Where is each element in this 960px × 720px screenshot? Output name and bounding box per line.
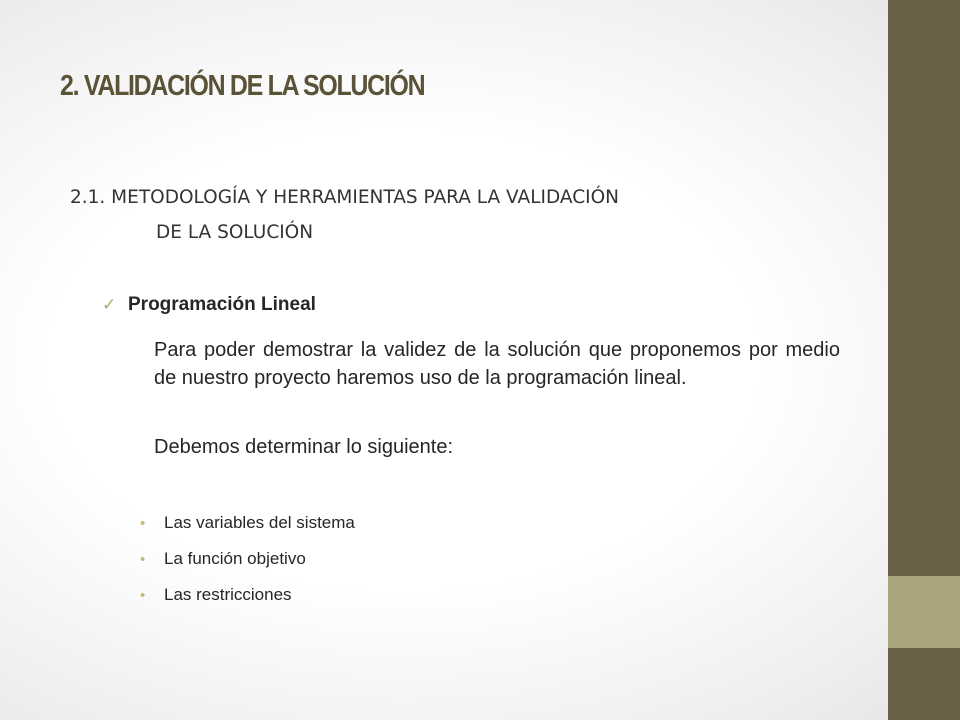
- body-paragraph-2: Debemos determinar lo siguiente:: [154, 436, 454, 458]
- sidebar-decoration-top: [888, 0, 960, 576]
- bullet-dot-icon: •: [140, 550, 146, 568]
- slide-title: 2. VALIDACIÓN DE LA SOLUCIÓN: [60, 70, 425, 102]
- list-item: [140, 548, 355, 570]
- checklist-item: [102, 294, 316, 316]
- list-item-text: La función objetivo: [164, 549, 306, 568]
- sidebar-decoration-middle: [888, 576, 960, 648]
- subtitle-line-2: DE LA SOLUCIÓN: [156, 222, 314, 243]
- body-paragraph: Para poder demostrar la validez de la solución que proponemos por medio de nuestro proyecto haremos uso de la programación lineal.: [154, 339, 840, 389]
- list-item: [140, 512, 355, 534]
- checkmark-icon: ✓: [102, 295, 117, 314]
- bullet-dot-icon: •: [140, 514, 146, 532]
- list-item: [140, 584, 355, 606]
- checklist-heading: Programación Lineal: [128, 294, 316, 315]
- list-item-text: Las variables del sistema: [164, 513, 355, 532]
- sidebar-decoration-bottom: [888, 648, 960, 720]
- bullet-dot-icon: •: [140, 586, 146, 604]
- subtitle-line-1: 2.1. METODOLOGÍA Y HERRAMIENTAS PARA LA VALIDACIÓN: [70, 187, 619, 208]
- bullet-list: [140, 512, 355, 620]
- list-item-text: Las restricciones: [164, 585, 292, 604]
- section-subtitle: [70, 180, 830, 250]
